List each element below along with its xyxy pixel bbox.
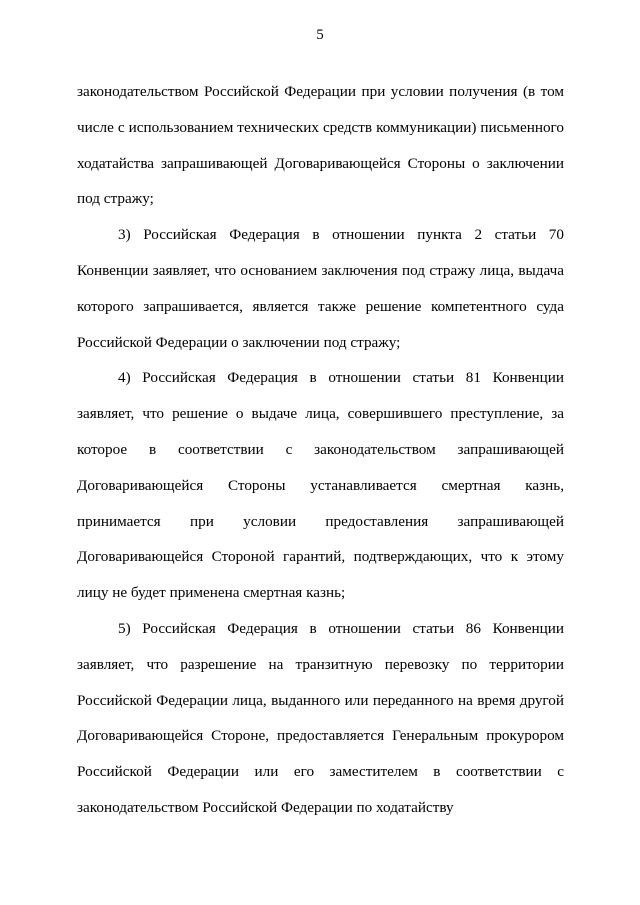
page-number: 5 [316,27,324,43]
paragraph-continuation: законодательством Российской Федерации при условии получения (в том числе с использованием технических средств коммуникации) письменного ходатайства запрашивающей Договаривающейся Стороны о заключении под стражу; [77,83,564,208]
paragraph-item-4: 4) Российская Федерация в отношении статьи 81 Конвенции заявляет, что решение о выдаче лица, совершившего преступление, за которое в соответствии с законодательством запрашивающей Договаривающейся Стороны устанавливается смертная казнь, принимается при условии предоставления запрашивающей Договаривающейся Стороной гарантий, подтверждающих, что к этому лицу не будет применена смертная казнь; [77,369,564,602]
paragraph-item-3: 3) Российская Федерация в отношении пункта 2 статьи 70 Конвенции заявляет, что основанием заключения под стражу лица, выдача которого запрашивается, является также решение компетентного суда Российской Федерации о заключении под стражу; [77,226,564,351]
paragraph-item-5: 5) Российская Федерация в отношении статьи 86 Конвенции заявляет, что разрешение на транзитную перевозку по территории Российской Федерации лица, выданного или переданного на время другой Договаривающейся Стороне, предоставляется Генеральным прокурором Российской Федерации или его заместителем в соответствии с законодательством Российской Федерации по ходатайству [77,619,564,816]
document-body [77,74,564,826]
